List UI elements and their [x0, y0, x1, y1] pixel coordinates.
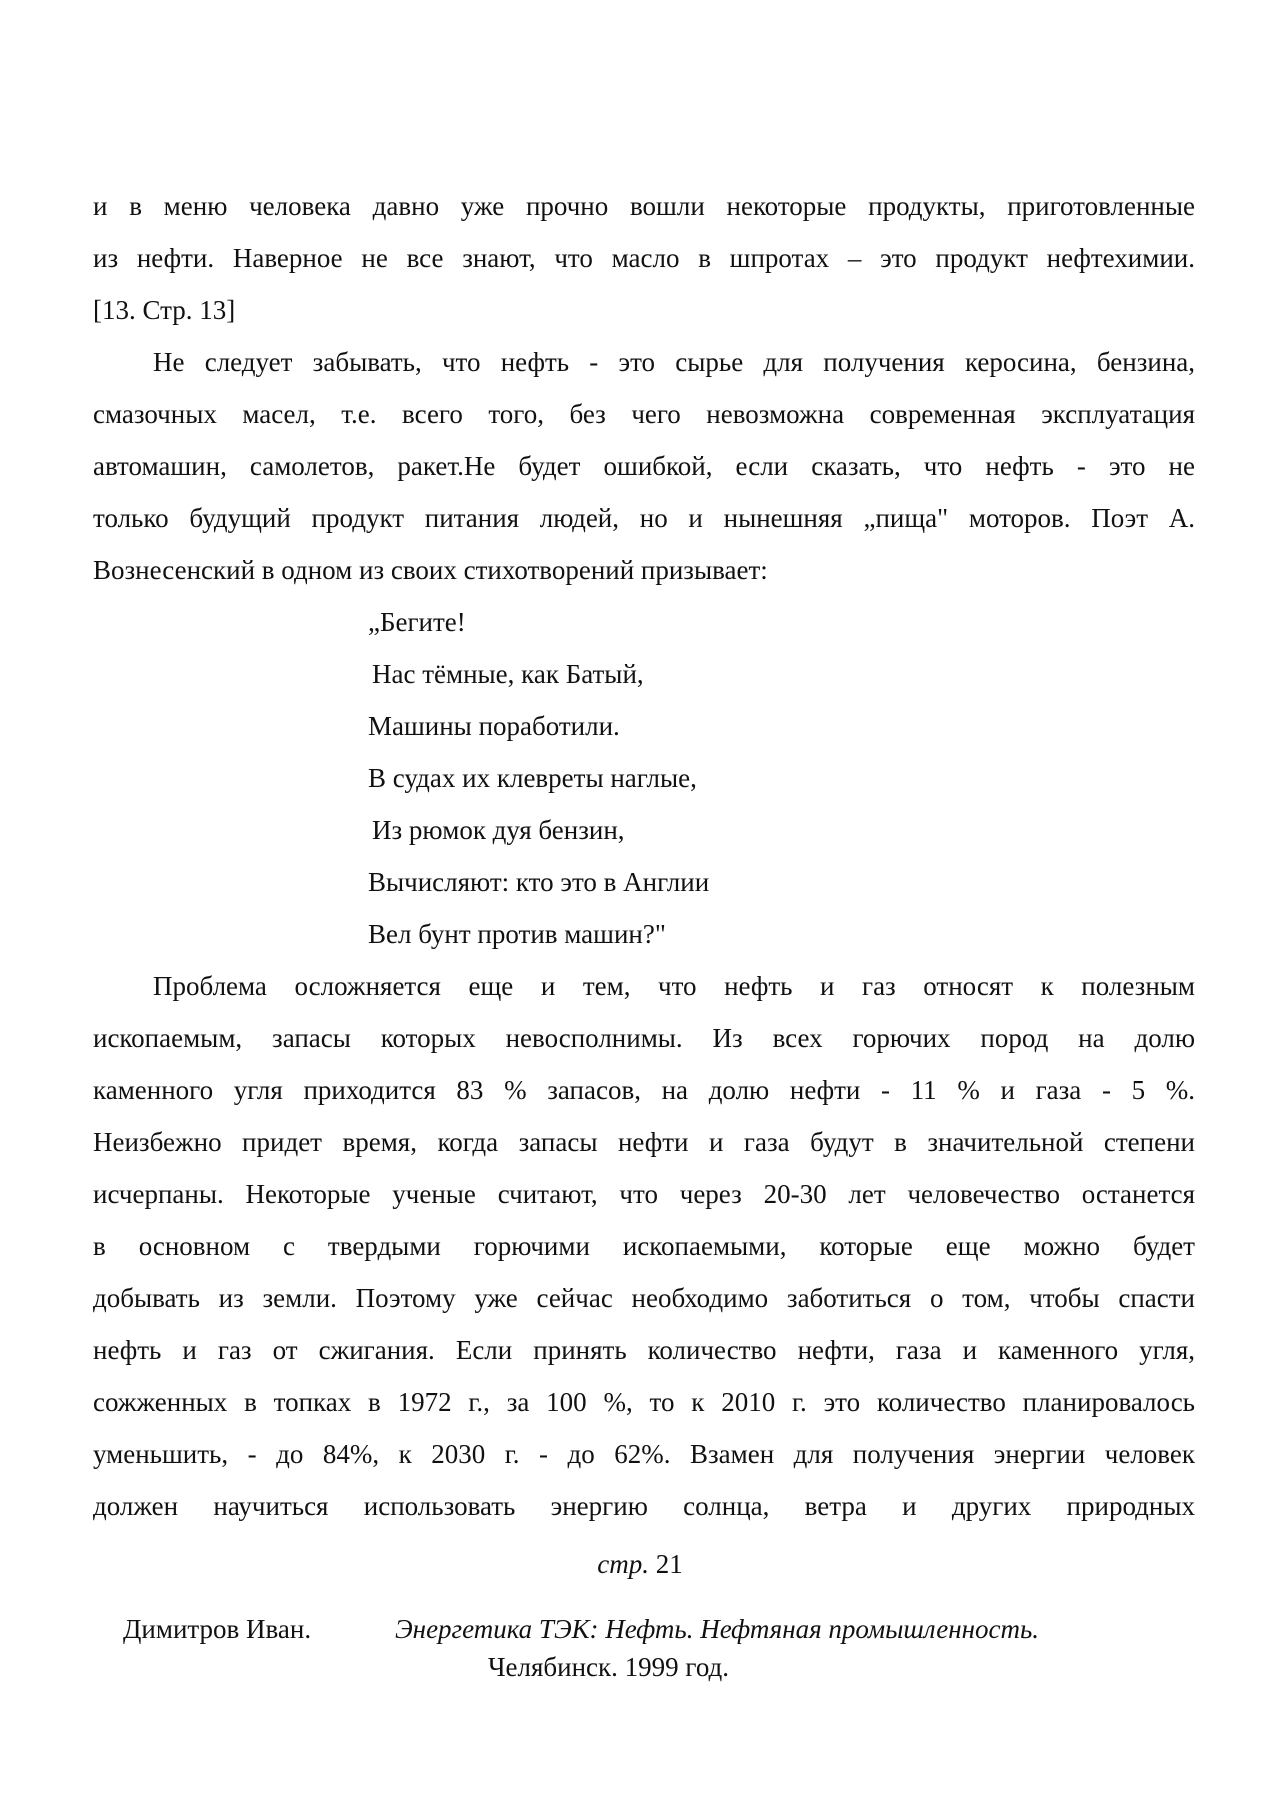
- footer-title: Энергетика ТЭК: Нефть. Нефтяная промышленность.: [395, 1614, 1040, 1644]
- paragraph-2-line-4: только будущий продукт питания людей, но и нынешняя „пища" моторов. Поэт А.: [93, 503, 1195, 533]
- paragraph-3-line-5: исчерпаны. Некоторые ученые считают, что через 20-30 лет человечество останется: [93, 1179, 1195, 1209]
- poem-line-4: В судах их клевреты наглые,: [368, 763, 697, 793]
- paragraph-2-line-2: смазочных масел, т.е. всего того, без чего невозможна современная эксплуатация: [93, 399, 1195, 429]
- paragraph-3-line-11: должен научиться использовать энергию солнца, ветра и других природных: [93, 1491, 1195, 1521]
- page-number: [0, 1544, 1280, 1584]
- paragraph-3-line-8: нефть и газ от сжигания. Если принять количество нефти, газа и каменного угля,: [93, 1335, 1195, 1365]
- paragraph-2-line-1: Не следует забывать, что нефть - это сырье для получения керосина, бензина,: [153, 347, 1195, 377]
- poem-quote: [93, 596, 1195, 960]
- poem-line-1: „Бегите!: [368, 607, 466, 637]
- paragraph-3-line-7: добывать из земли. Поэтому уже сейчас необходимо заботиться о том, чтобы спасти: [93, 1283, 1195, 1313]
- paragraph-1-line-2: из нефти. Наверное не все знают, что масло в шпротах – это продукт нефтехимии.: [93, 243, 1195, 273]
- footer-place-year: Челябинск. 1999 год.: [488, 1652, 730, 1682]
- paragraph-2-line-5: Вознесенский в одном из своих стихотворений призывает:: [93, 555, 768, 585]
- poem-line-7: Вел бунт против машин?": [368, 919, 666, 949]
- paragraph-2-line-3: автомашин, самолетов, ракет.Не будет ошибкой, если сказать, что нефть - это не: [93, 451, 1195, 481]
- paragraph-3-line-4: Неизбежно придет время, когда запасы нефти и газа будут в значительной степени: [93, 1127, 1195, 1157]
- paragraph-3-line-1: Проблема осложняется еще и тем, что нефть и газ относят к полезным: [153, 971, 1195, 1001]
- paragraph-1-line-3: [13. Стр. 13]: [93, 295, 236, 325]
- poem-line-2: Нас тёмные, как Батый,: [372, 659, 644, 689]
- poem-line-3: Машины поработили.: [368, 711, 620, 741]
- poem-line-6: Вычисляют: кто это в Англии: [368, 867, 710, 897]
- paragraph-3-line-6: в основном с твердыми горючими ископаемыми, которые еще можно будет: [93, 1231, 1195, 1261]
- paragraph-3-line-9: сожженных в топках в 1972 г., за 100 %, то к 2010 г. это количество планировалось: [93, 1387, 1195, 1417]
- paragraph-2: [93, 336, 1195, 596]
- paragraph-3: [93, 960, 1195, 1532]
- body-text: [93, 180, 1195, 1532]
- paragraph-1: [93, 180, 1195, 336]
- page-number-label: стр.: [597, 1549, 649, 1579]
- paragraph-1-line-1: и в меню человека давно уже прочно вошли некоторые продукты, приготовленные: [93, 191, 1195, 221]
- paragraph-3-line-3: каменного угля приходится 83 % запасов, на долю нефти - 11 % и газа - 5 %.: [93, 1075, 1195, 1105]
- paragraph-3-line-2: ископаемым, запасы которых невосполнимы. Из всех горючих пород на долю: [93, 1023, 1195, 1053]
- paragraph-3-line-10: уменьшить, - до 84%, к 2030 г. - до 62%. Взамен для получения энергии человек: [93, 1439, 1195, 1469]
- page-number-value: 21: [655, 1549, 683, 1579]
- poem-line-5: Из рюмок дуя бензин,: [372, 815, 625, 845]
- footer-author: Димитров Иван.: [123, 1614, 312, 1644]
